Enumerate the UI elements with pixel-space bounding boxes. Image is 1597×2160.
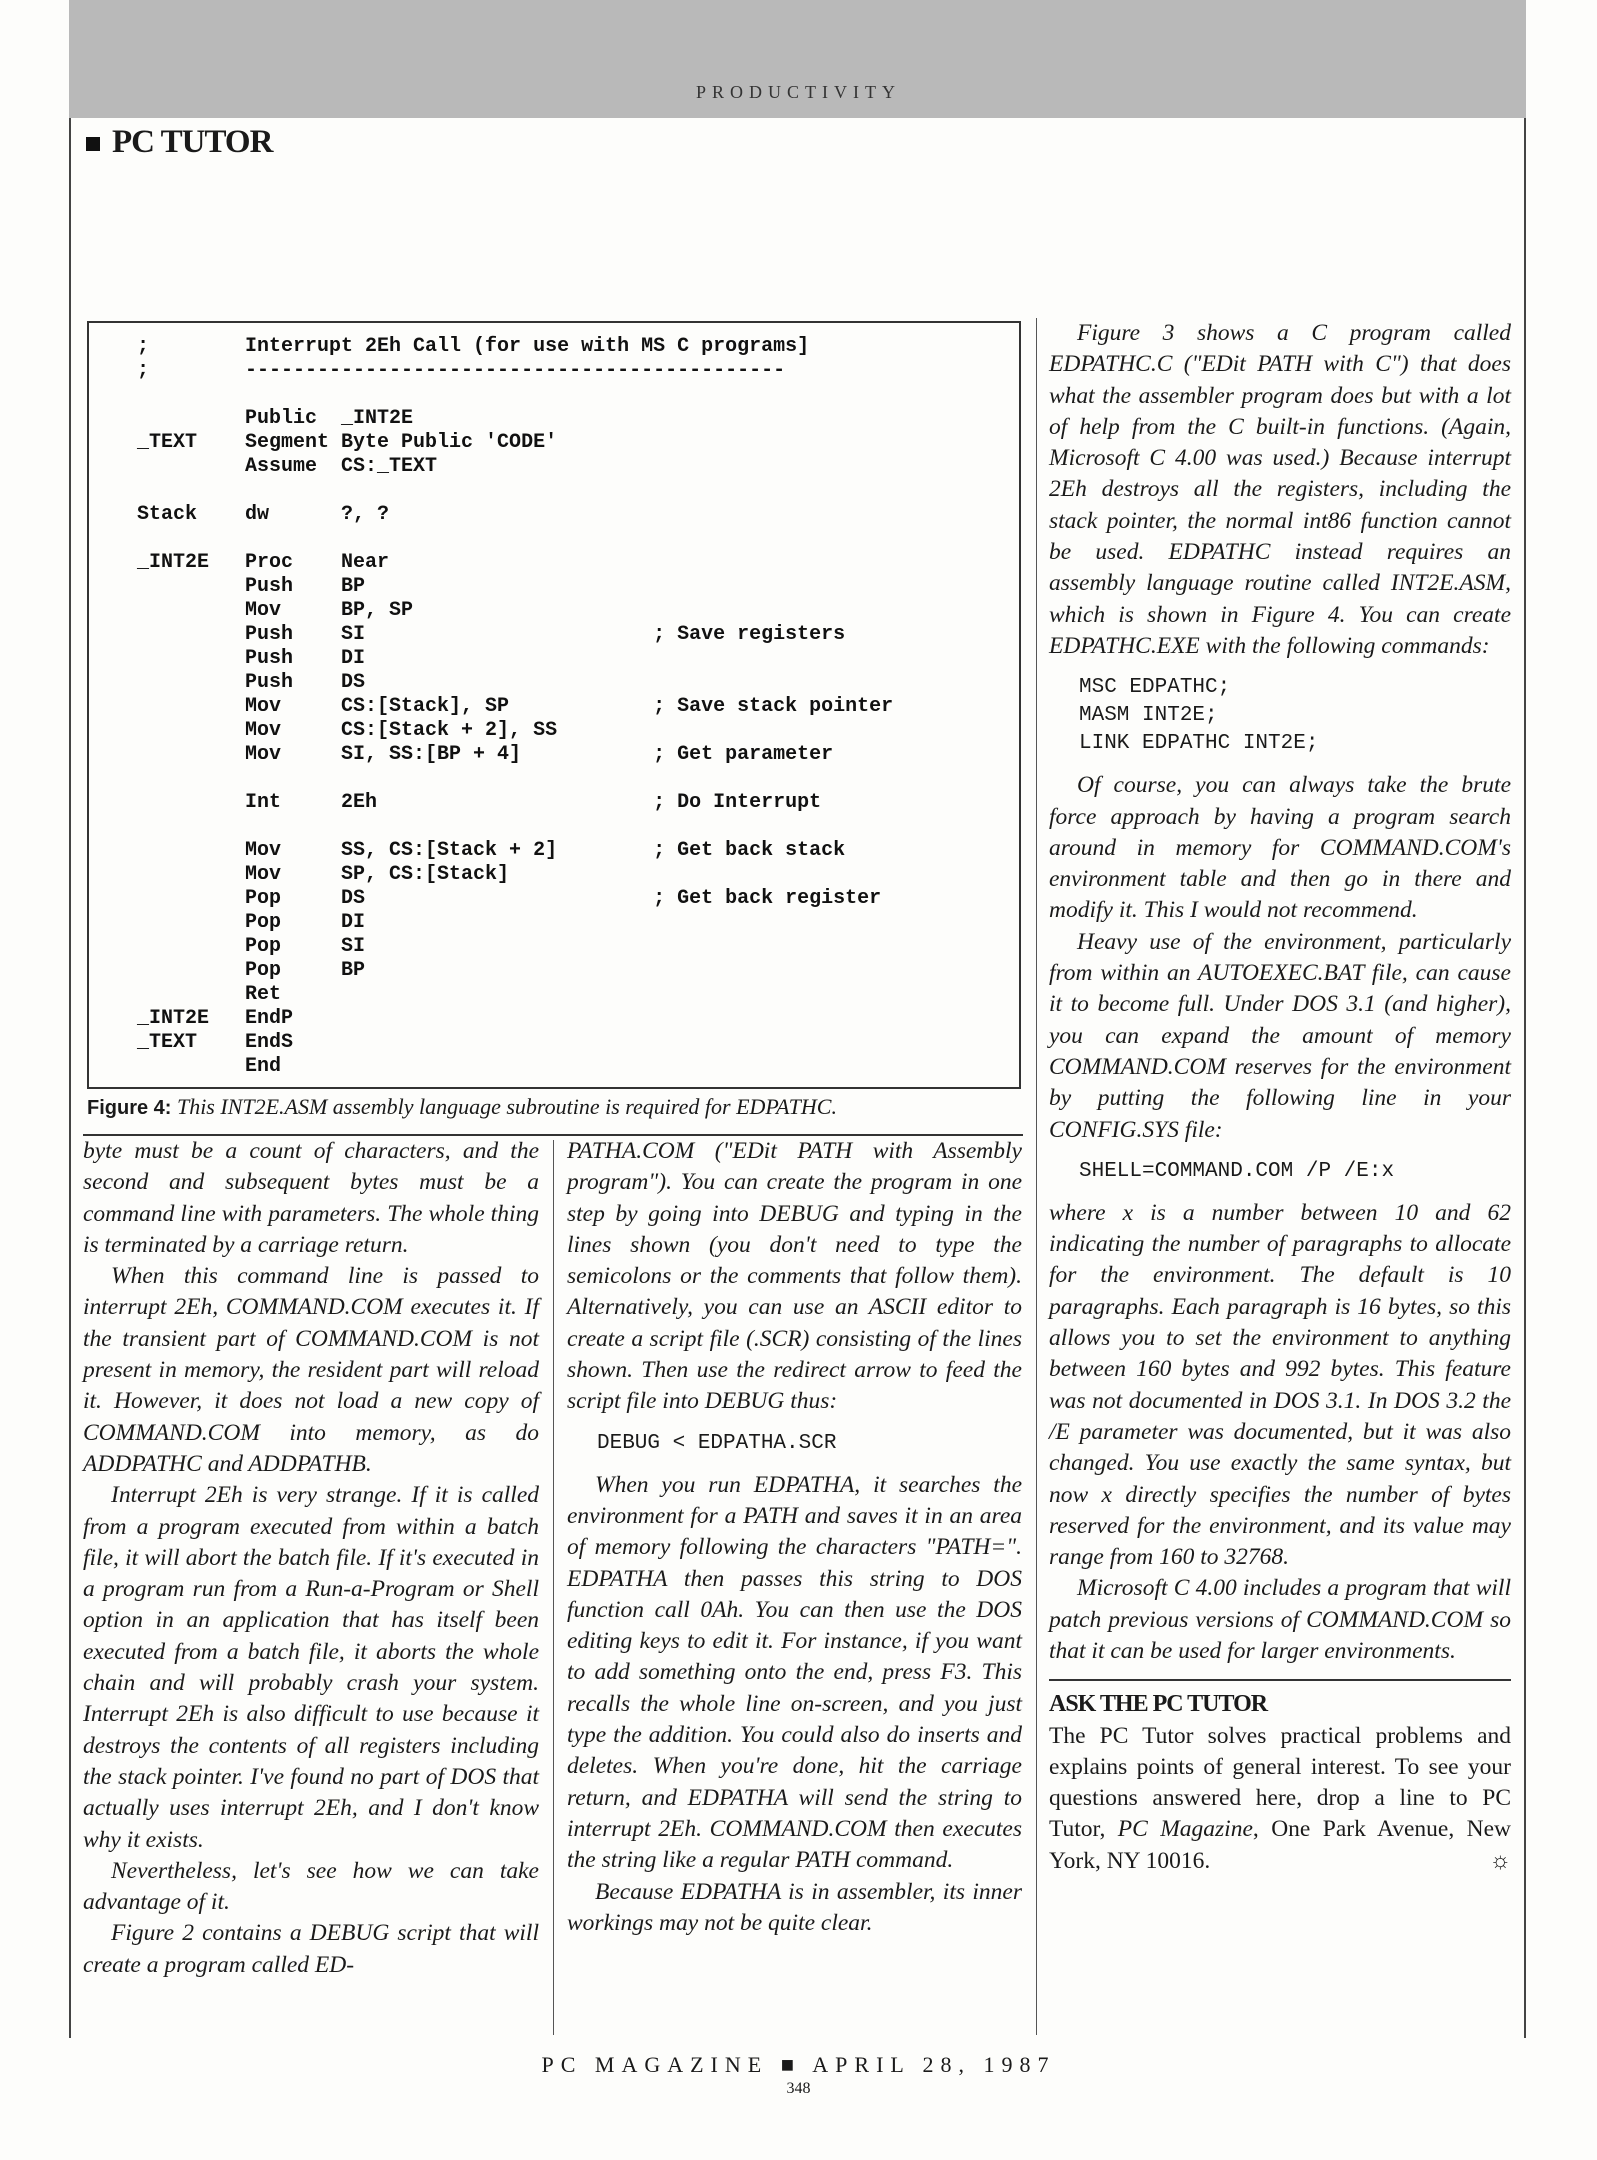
middle-column — [567, 1136, 1022, 1939]
paragraph: byte must be a count of characters, and the second and subsequent bytes must be a command line with parameters. The whole thing is terminated by a carriage return. — [83, 1138, 539, 1258]
paragraph: Microsoft C 4.00 includes a program that will patch previous versions of COMMAND.COM so that it can be used for larger environments. — [1049, 1575, 1511, 1664]
column-divider — [553, 1140, 554, 2035]
bullet-square-icon — [86, 137, 100, 151]
caption-label: Figure 4: — [87, 1097, 172, 1119]
paragraph: Interrupt 2Eh is very strange. If it is called from a program executed from within a batch file, it will abort the batch file. If it's executed in a program run from a Run-a-Program or Shell option in an application that has itself been executed from a batch file, it aborts the whole chain and will probably crash your system. Interrupt 2Eh is also difficult to use because it destroys the contents of all registers including the stack pointer. I've found no part of DOS that actually uses interrupt 2Eh, and I don't know why it exists. — [83, 1482, 539, 1853]
paragraph: Figure 3 shows a C program called EDPATHC.C ("EDit PATH with C") that does what the assembler program does but with a lot of help from the C built-in functions. (Again, Microsoft C 4.00 was used.) Because interrupt 2Eh destroys all the registers, including the stack pointer, the normal int86 function cannot be used. EDPATHC instead requires an assembly language routine called INT2E.ASM, which is shown in Figure 4. You can create EDPATHC.EXE with the following commands: — [1049, 320, 1511, 659]
paragraph: Nevertheless, let's see how we can take advantage of it. — [83, 1857, 539, 1916]
figure-caption — [87, 1094, 837, 1120]
footer-magazine: PC MAGAZINE ■ APRIL 28, 1987 — [541, 2052, 1056, 2077]
column-divider — [1036, 318, 1037, 2035]
left-column — [83, 1136, 539, 1981]
frame-left-rule — [69, 118, 71, 2038]
section-rule — [1049, 1679, 1511, 1681]
paragraph: Because EDPATHA is in assembler, its inner workings may not be quite clear. — [567, 1878, 1022, 1936]
assembly-listing: ; Interrupt 2Eh Call (for use with MS C programs] ; --------------------------------------------- Public _INT2E _TEXT Segment Byte Public 'CODE' Assume CS:_TEXT Stack dw ?, ? _INT2E Proc Near Push BP Mov BP, SP Push SI ; Save registers Push DI Push DS Mov CS:[Stack], SP ; Save stack pointer Mov CS:[Stack + 2], SS Mov SI, SS:[BP + 4] ; Get parameter Int 2Eh ; Do Interrupt Mov SS, CS:[Stack + 2] ; Get back stack Mov SP, CS:[Stack] Pop DS ; Get back register Pop DI Pop SI Pop BP Ret _INT2E EndP _TEXT EndS End — [137, 335, 894, 1078]
paragraph: When this command line is passed to interrupt 2Eh, COMMAND.COM executes it. If the transient part of COMMAND.COM is not present in memory, the resident part will reload it. However, it does not load a new copy of COMMAND.COM into memory, as do ADDPATHC and ADDPATHB. — [83, 1263, 539, 1477]
paragraph: where x is a number between 10 and 62 indicating the number of paragraphs to allocate for the environment. The default is 10 paragraphs. Each paragraph is 16 bytes, so this allows you to set the environment to anything between 160 bytes and 992 bytes. This feature was not documented in DOS 3.1. In DOS 3.2 the /E parameter was documented, but it was also changed. You use exactly the same syntax, but now x directly specifies the number of bytes reserved for the environment, and its value may range from 160 to 32768. — [1049, 1199, 1511, 1571]
ask-text-2: , One Park Avenue, New York, NY 10016. — [1049, 1816, 1511, 1874]
page-number: 348 — [786, 2080, 811, 2097]
paragraph: PATHA.COM ("EDit PATH with Assembly program"). You can create the program in one step by going into DEBUG and typing in the lines shown (you don't need to type the semicolons or the comments that follow them). Alternatively, you can use an ASCII editor to create a script file (.SCR) consisting of the lines shown. Then use the redirect arrow to feed the script file into DEBUG thus: — [567, 1138, 1022, 1415]
right-column — [1049, 318, 1511, 1877]
debug-command: DEBUG < EDPATHA.SCR — [597, 1431, 837, 1455]
caption-text: This INT2E.ASM assembly language subroutine is required for EDPATHC. — [171, 1094, 837, 1119]
paragraph: Figure 2 contains a DEBUG script that will create a program called ED- — [83, 1920, 539, 1978]
magazine-name: PC Magazine — [1117, 1816, 1253, 1843]
paragraph: Heavy use of the environment, particularly from within an AUTOEXEC.BAT file, can cause it to become full. Under DOS 3.1 (and higher), you can expand the amount of memory COMMAND.COM reserves for the environment by putting the following line in your CONFIG.SYS file: — [1049, 928, 1511, 1143]
paragraph: When you run EDPATHA, it searches the environment for a PATH and saves it in an area of memory following the characters "PATH=". EDPATHA then passes this string to DOS function call 0Ah. You can then use the DOS editing keys to edit it. For instance, if you want to add something onto the end, press F3. This recalls the whole line on-screen, and you just type the addition. You could also do inserts and deletes. When you're done, hit the carriage return, and EDPATHA will send the string to interrupt 2Eh. COMMAND.COM then executes the string like a regular PATH command. — [567, 1471, 1022, 1874]
ask-text — [1049, 1721, 1511, 1877]
column-title — [86, 124, 272, 161]
figure-4-code-box — [87, 321, 1021, 1089]
ask-text-1: The PC Tutor solves practical problems and explains points of general interest. To see your questions answered here, drop a line to PC Tutor, — [1049, 1722, 1511, 1843]
column-title-text: PC TUTOR — [112, 124, 273, 160]
end-mark-icon: ☼ — [1489, 1847, 1511, 1874]
compile-commands: MSC EDPATHC; MASM INT2E; LINK EDPATHC INT2E; — [1079, 676, 1319, 756]
paragraph: Of course, you can always take the brute force approach by having a program search around in memory for COMMAND.COM's environment table and then go in there and modify it. This I would not recommend. — [1049, 772, 1511, 924]
frame-right-rule — [1524, 118, 1526, 2038]
section-label: PRODUCTIVITY — [696, 82, 901, 102]
config-sys-line: SHELL=COMMAND.COM /P /E:x — [1079, 1159, 1395, 1183]
ask-heading: ASK THE PC TUTOR — [1049, 1691, 1268, 1718]
